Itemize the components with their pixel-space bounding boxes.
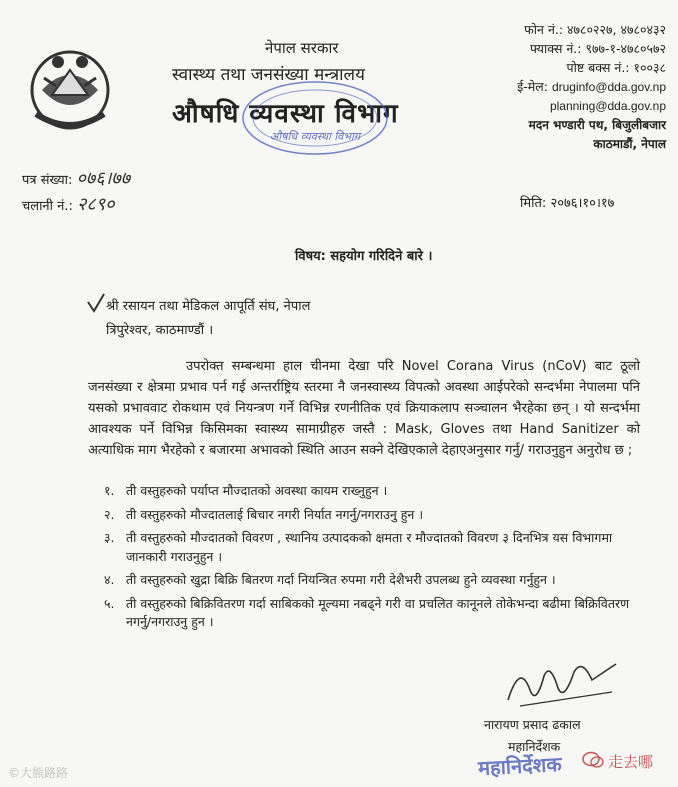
header-department: औषधि व्यवस्था विभाग bbox=[172, 99, 399, 129]
request-point bbox=[104, 482, 640, 501]
point-text: ती वस्तुहरुको पर्याप्त मौज्दातको अवस्था कायम राख्नुहुन । bbox=[126, 483, 388, 498]
request-point bbox=[104, 529, 640, 566]
wechat-icon bbox=[582, 750, 604, 774]
point-number: २. bbox=[104, 506, 115, 522]
watermark-left: ©大熊路路 bbox=[8, 766, 69, 780]
point-number: ४. bbox=[104, 572, 115, 587]
request-points-list bbox=[104, 482, 640, 632]
point-text: ती वस्तुहरुको खुद्रा बिक्रि बितरण गर्दा नियन्त्रित रुपमा गरी देशैभरी उपलब्ध हुने व्यवस्था गर्नुहुन । bbox=[126, 572, 556, 587]
recipient-address: त्रिपुरेश्वर, काठमाण्डौं । bbox=[106, 323, 214, 338]
government-emblem-icon bbox=[22, 40, 118, 136]
fax-number: फ्याक्स नं.: ९७७-१-४७८०५७२ bbox=[530, 41, 666, 56]
request-point bbox=[104, 571, 640, 590]
point-number: ३. bbox=[104, 530, 115, 545]
dispatch-label: चलानी नं.: bbox=[22, 199, 73, 214]
point-text: ती वस्तुहरुको बिक्रिवितरण गर्दा साबिकको मूल्यमा नबढ्ने गरी वा प्रचलित कानूनले तोकेभन्दा बढीमा बिक्रिवितरण नगर्नु/नगराउनु हुन । bbox=[126, 595, 630, 629]
director-general-stamp: महानिर्देशक bbox=[477, 751, 563, 781]
body-paragraph: उपरोक्त सम्बन्धमा हाल चीनमा देखा परि Novel Corana Virus (nCoV) बाट ठूलो जनसंख्या र क्षेत्रमा प्रभाव पर्न गई अन्तर्राष्ट्रिय स्तरमा नै जनस्वास्थ्य विपत्को अवस्था आईपरेको सन्दर्भमा नेपालमा पनि यसको प्रभाववाट रोकथाम एवं नियन्त्रण गर्ने विभिन्न रणनीतिक एवं क्रियाकलाप सञ्चालन भैरहेका छन् । यो सन्दर्भमा आवश्यक पर्ने विभिन्न किसिमका स्वास्थ्य सामाग्रीहरु जस्तै : Mask, Gloves तथा Hand Sanitizer को अत्याधिक माग भैरहेको र बजारमा अभावको स्थिति आउन सक्ने देखिएकाले देहाएअनुसार गर्नु/ गराउनुहुन अनुरोध छ ; bbox=[88, 359, 640, 458]
point-text: ती वस्तुहरुको मौज्दातको विवरण , स्थानिय उत्पादकको क्षमता र मौज्दातको विवरण ३ दिनभित्र यस विभागमा जानकारी गराउनुहुन । bbox=[126, 530, 613, 564]
ref-label: पत्र संख्या: bbox=[22, 173, 73, 188]
request-point bbox=[104, 506, 640, 525]
request-point bbox=[104, 595, 640, 632]
contact-block bbox=[517, 20, 666, 154]
address-city: काठमाडौं, नेपाल bbox=[593, 137, 666, 151]
date-label: मिति: bbox=[520, 196, 547, 211]
subject-line: विषय: सहयोग गरिदिने बारे । bbox=[295, 249, 433, 264]
ref-value: ०७६।७७ bbox=[76, 168, 131, 188]
reference-number bbox=[22, 166, 130, 190]
dispatch-value: २८९० bbox=[77, 194, 115, 214]
email-label: ई-मेल: bbox=[517, 79, 548, 94]
signatory-title: महानिर्देशक bbox=[508, 739, 561, 754]
point-number: १. bbox=[104, 483, 115, 498]
header-ministry: स्वास्थ्य तथा जनसंख्या मन्त्रालय bbox=[172, 65, 365, 85]
address-street: मदन भण्डारी पथ, बिजुलीबजार bbox=[528, 118, 666, 132]
dispatch-number bbox=[22, 192, 114, 216]
phone-number: फोन नं.: ४७८०२२७, ४७८०४३२ bbox=[524, 22, 666, 37]
signatory-name: नारायण प्रसाद ढकाल bbox=[484, 717, 581, 732]
email-druginfo[interactable]: druginfo@dda.gov.np bbox=[551, 80, 666, 94]
watermark-right: 走去哪 bbox=[608, 753, 654, 771]
checkmark-icon bbox=[86, 292, 106, 314]
pobox: पोष्ट बक्स नं.: १००३८ bbox=[566, 60, 666, 75]
signature bbox=[500, 652, 620, 712]
letter-date bbox=[520, 193, 614, 211]
recipient-name: श्री रसायन तथा मेडिकल आपूर्ति संघ, नेपाल bbox=[106, 299, 311, 314]
stamp-text: औषधि व्यवस्था विभाग bbox=[269, 130, 361, 143]
point-number: ५. bbox=[104, 595, 115, 611]
department-stamp bbox=[240, 78, 390, 158]
point-text: ती वस्तुहरुको मौज्दातलाई बिचार नगरी निर्यात नगर्नु/नगराउनु हुन । bbox=[126, 506, 424, 522]
date-value: २०७६।१०।१७ bbox=[550, 196, 615, 211]
email-planning[interactable]: planning@dda.gov.np bbox=[549, 99, 666, 113]
header-government: नेपाल सरकार bbox=[265, 39, 339, 57]
